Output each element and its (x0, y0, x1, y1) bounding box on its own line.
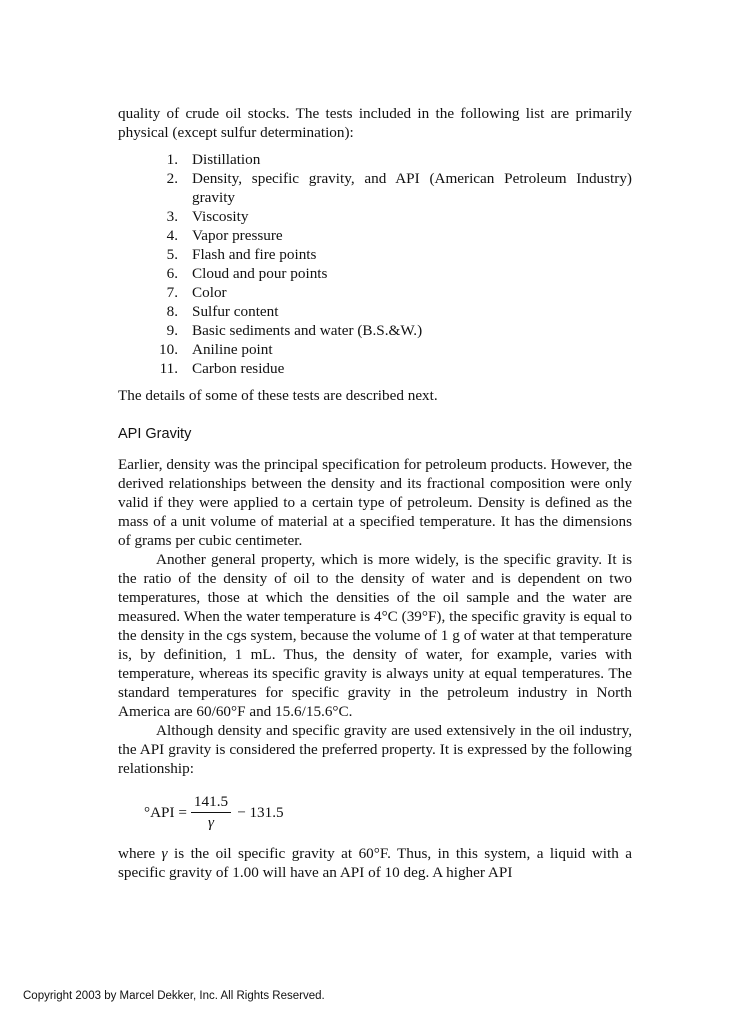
paragraph-specific-gravity: Another general property, which is more widely, is the specific gravity. It is the ratio of the density of oil to the density of water and is dependent on two temperatures, those at which the densities of the oil sample and the water are measured. When the water temperature is 4°C (39°F), the specific gravity is equal to the density in the cgs system, because the volume of 1 g of water at that temperature is, by definition, 1 mL. Thus, the density of water, for example, varies with temperature, whereas its specific gravity is always unity at equal temperatures. The standard temperatures for specific gravity in the petroleum industry in North America are 60/60°F and 15.6/15.6°C. (118, 551, 632, 720)
list-item: 11. Carbon residue (159, 360, 285, 377)
list-item: 2. Density, specific gravity, and API (American Petroleum Industry) gravity (166, 170, 632, 206)
tests-list (118, 150, 632, 378)
list-item: 6. Cloud and pour points (166, 265, 328, 282)
formula-rest: − 131.5 (237, 803, 284, 821)
intro-paragraph: quality of crude oil stocks. The tests included in the following list are primarily physical (except sulfur determination): (118, 105, 632, 141)
formula-numerator: 141.5 (191, 793, 231, 813)
list-item: 3. Viscosity (166, 208, 249, 225)
paragraph-where: where γ is the oil specific gravity at 60°F. Thus, in this system, a liquid with a specific gravity of 1.00 will have an API of 10 deg. A higher API (118, 845, 632, 881)
details-paragraph: The details of some of these tests are described next. (118, 387, 438, 404)
api-formula (144, 792, 632, 832)
formula-denominator: γ (208, 813, 214, 831)
gamma-symbol: γ (161, 845, 168, 862)
copyright-footer: Copyright 2003 by Marcel Dekker, Inc. All Rights Reserved. (23, 990, 325, 1002)
paragraph-api-intro: Although density and specific gravity are used extensively in the oil industry, the API gravity is considered the preferred property. It is expressed by the following relationship: (118, 722, 632, 777)
page-body (118, 104, 632, 882)
list-item: 10. Aniline point (159, 341, 273, 358)
formula-lhs: °API = (144, 803, 187, 821)
list-item: 8. Sulfur content (166, 303, 279, 320)
list-item: 4. Vapor pressure (166, 227, 283, 244)
paragraph-density: Earlier, density was the principal specification for petroleum products. However, the derived relationships between the density and its fractional composition were only valid if they were applied to a certain type of petroleum. Density is defined as the mass of a unit volume of material at a specified temperature. It has the dimensions of grams per cubic centimeter. (118, 456, 632, 549)
formula-fraction (191, 793, 231, 832)
list-item: 5. Flash and fire points (166, 246, 317, 263)
list-item: 7. Color (166, 284, 227, 301)
section-heading: API Gravity (118, 426, 192, 442)
list-item: 9. Basic sediments and water (B.S.&W.) (166, 322, 423, 339)
list-item: 1. Distillation (166, 151, 261, 168)
